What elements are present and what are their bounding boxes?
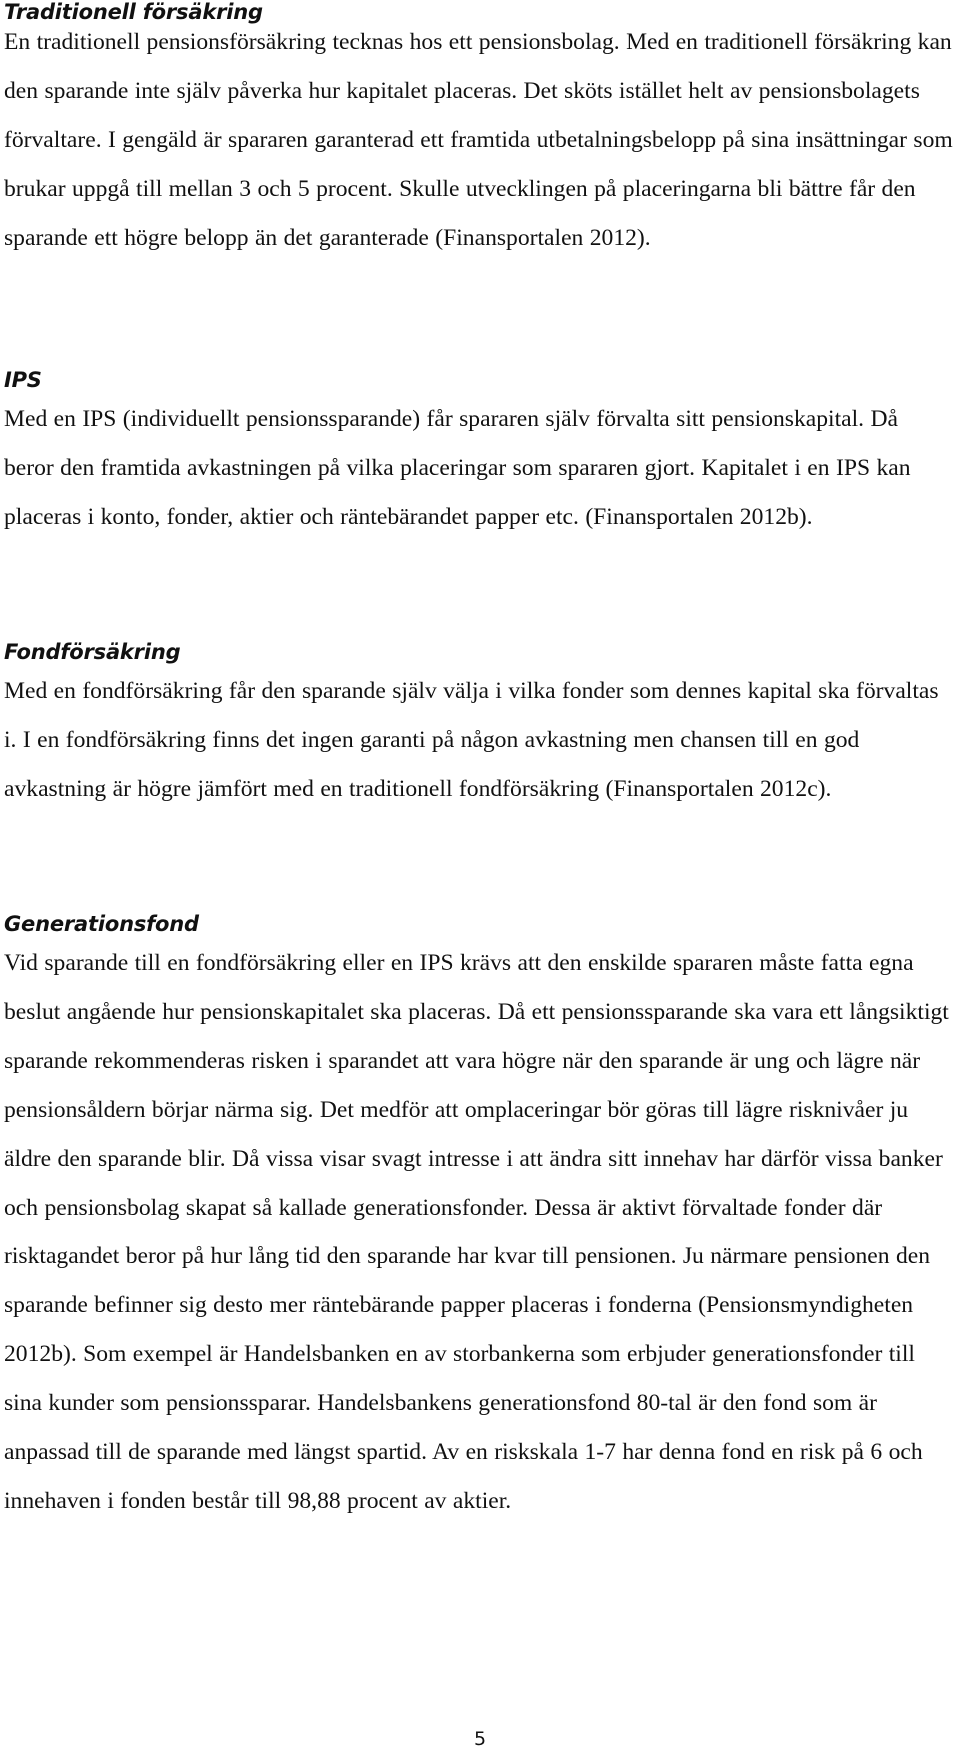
section-generationsfond	[4, 912, 954, 1526]
section-heading: Fondförsäkring	[4, 640, 181, 664]
section-fondforsakring	[4, 640, 954, 814]
section-paragraph: Vid sparande till en fondförsäkring eller en IPS krävs att den enskilde spararen måste fatta egna beslut angående hur pensionskapitalet ska placeras. Då ett pensionssparande ska vara ett långsiktigt sparande rekommenderas risken i sparandet att vara högre när den sparande är ung och lägre när pensionsåldern börjar närma sig. Det medför att omplaceringar bör göras till lägre risknivåer ju äldre den sparande blir. Då vissa visar svagt intresse i att ändra sitt innehav har därför vissa banker och pensionsbolag skapat så kallade generationsfonder. Dessa är aktivt förvaltade fonder där risktagandet beror på hur lång tid den sparande har kvar till pensionen. Ju närmare pensionen den sparande befinner sig desto mer räntebärande papper placeras i fonderna (Pensionsmyndigheten 2012b). Som exempel är Handelsbanken en av storbankerna som erbjuder generationsfonder till sina kunder som pensionssparar. Handelsbankens generationsfond 80-tal är den fond som är anpassad till de sparande med längst spartid. Av en riskskala 1-7 har denna fond en risk på 6 och innehaven i fonden består till 98,88 procent av aktier.	[4, 950, 949, 1514]
section-ips	[4, 368, 954, 542]
page-number: 5	[473, 1728, 487, 1750]
section-paragraph: Med en fondförsäkring får den sparande själv välja i vilka fonder som dennes kapital ska förvaltas i. I en fondförsäkring finns det ingen garanti på någon avkastning men chansen till en god avkastning är högre jämfört med en traditionell fondförsäkring (Finansportalen 2012c).	[4, 678, 939, 802]
section-paragraph: En traditionell pensionsförsäkring tecknas hos ett pensionsbolag. Med en traditionell försäkring kan den sparande inte själv påverka hur kapitalet placeras. Det sköts istället helt av pensionsbolagets förvaltare. I gengäld är spararen garanterad ett framtida utbetalningsbelopp på sina insättningar som brukar uppgå till mellan 3 och 5 procent. Skulle utvecklingen på placeringarna bli bättre får den sparande ett högre belopp än det garanterade (Finansportalen 2012).	[4, 29, 953, 251]
section-traditionell-forsakring	[4, 0, 954, 263]
section-paragraph: Med en IPS (individuellt pensionssparande) får spararen själv förvalta sitt pensionskapital. Då beror den framtida avkastningen på vilka placeringar som spararen gjort. Kapitalet i en IPS kan placeras i konto, fonder, aktier och räntebärandet papper etc. (Finansportalen 2012b).	[4, 406, 911, 530]
section-heading: Traditionell försäkring	[4, 0, 263, 24]
section-heading: IPS	[4, 368, 42, 392]
section-heading: Generationsfond	[4, 912, 199, 936]
